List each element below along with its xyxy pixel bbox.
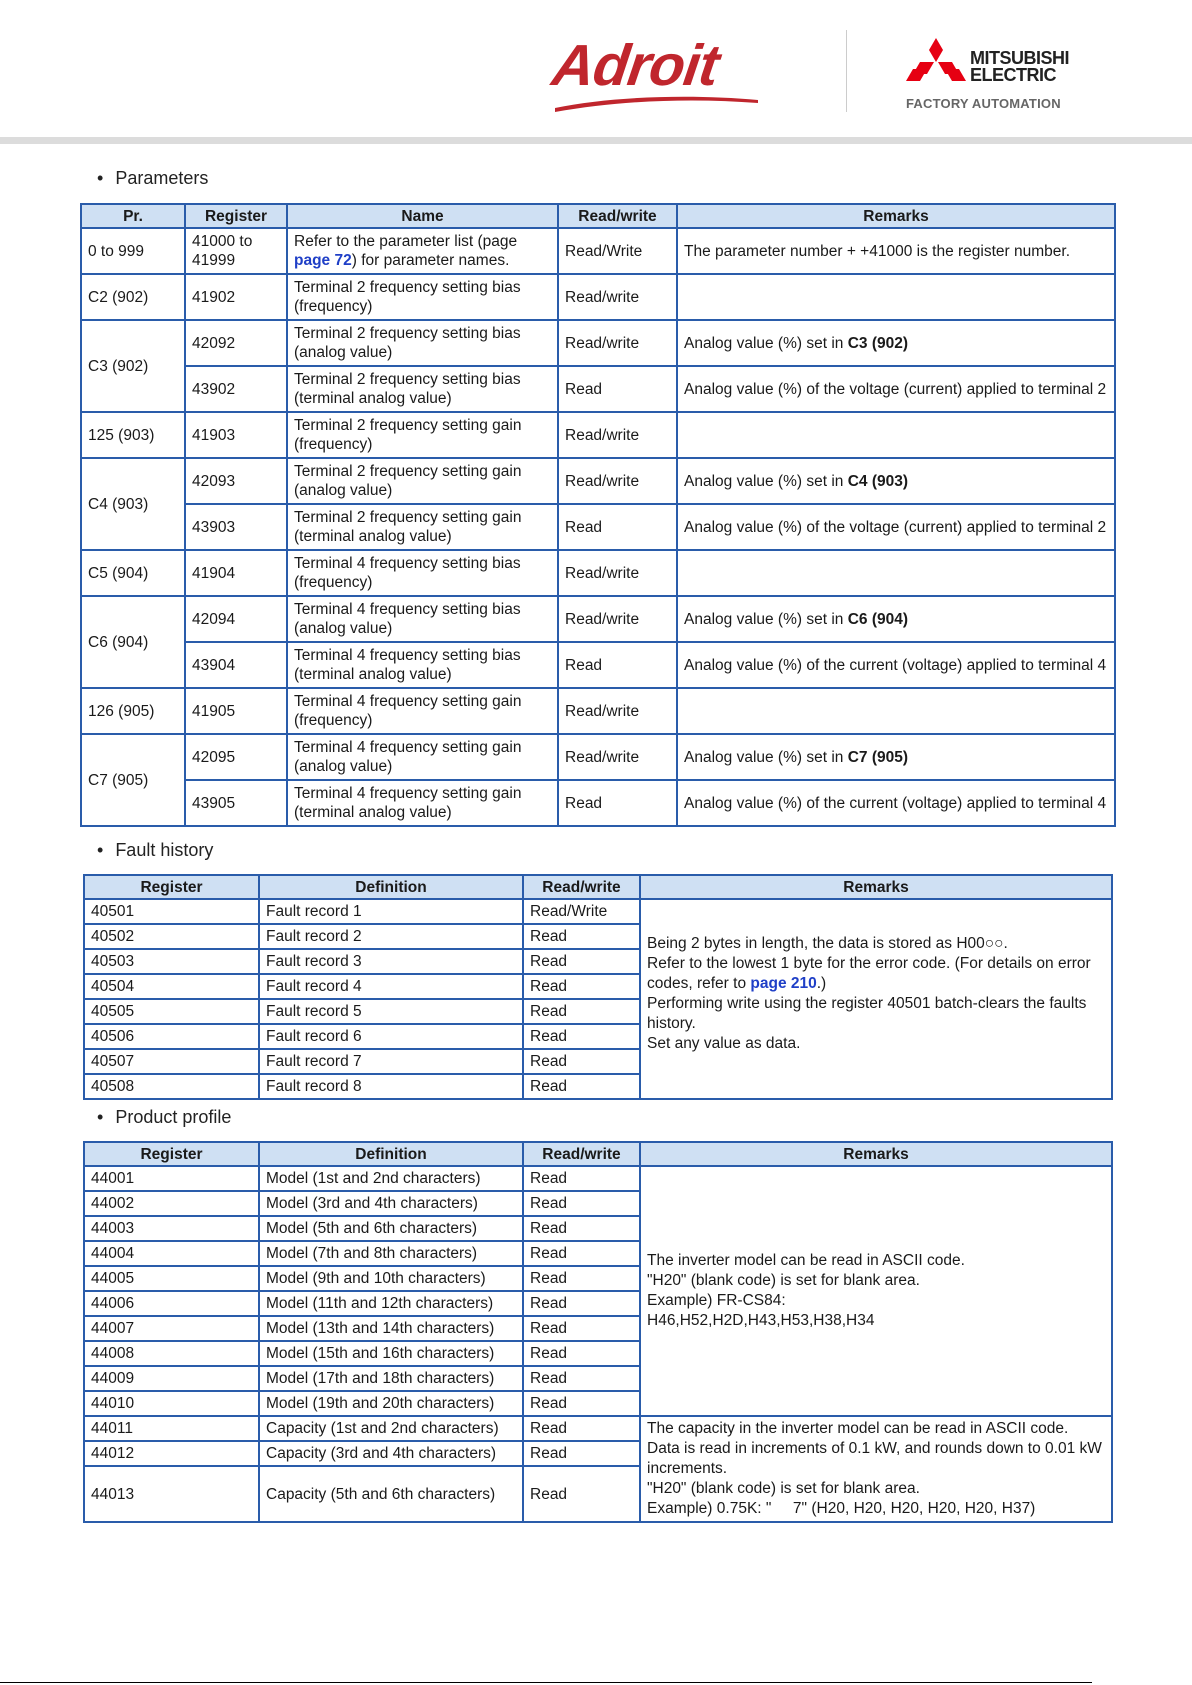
cell-pr: C4 (903) <box>81 458 185 550</box>
cell-register: 42093 <box>185 458 287 504</box>
cell-definition: Model (7th and 8th characters) <box>259 1241 523 1266</box>
cell-remarks: Analog value (%) of the current (voltage) applied to terminal 4 <box>677 642 1115 688</box>
page-bottom-rule <box>0 1682 1092 1683</box>
cell-pr: C7 (905) <box>81 734 185 826</box>
cell-read-write: Read/write <box>558 412 677 458</box>
cell-register: 41905 <box>185 688 287 734</box>
cell-read-write: Read/write <box>558 688 677 734</box>
cell-register: 41000 to 41999 <box>185 228 287 274</box>
cell-register: 44001 <box>84 1166 259 1191</box>
cell-definition: Model (17th and 18th characters) <box>259 1366 523 1391</box>
brand-name-line2: ELECTRIC <box>970 65 1056 85</box>
cell-read-write: Read <box>523 1466 640 1522</box>
cell-remarks: The parameter number + +41000 is the register number. <box>677 228 1115 274</box>
brand-subtitle: FACTORY AUTOMATION <box>906 96 1061 111</box>
cell-register: 40502 <box>84 924 259 949</box>
cell-name: Terminal 4 frequency setting bias (frequency) <box>287 550 558 596</box>
remarks-line: Set any value as data. <box>647 1035 801 1052</box>
cell-name: Terminal 2 frequency setting gain (frequency) <box>287 412 558 458</box>
cell-register: 40501 <box>84 899 259 924</box>
col-header-register: Register <box>84 1142 259 1166</box>
name-text: ) for parameter names. <box>351 252 510 269</box>
cell-definition: Model (5th and 6th characters) <box>259 1216 523 1241</box>
col-header-definition: Definition <box>259 1142 523 1166</box>
cell-register: 44007 <box>84 1316 259 1341</box>
section-title: Product profile <box>115 1107 232 1127</box>
cell-register: 43904 <box>185 642 287 688</box>
brand-name <box>970 50 1069 84</box>
cell-pr: 0 to 999 <box>81 228 185 274</box>
cell-read-write: Read <box>523 1024 640 1049</box>
cell-pr: 126 (905) <box>81 688 185 734</box>
cell-read-write: Read/write <box>558 274 677 320</box>
cell-read-write: Read <box>523 949 640 974</box>
table-row <box>81 780 1115 826</box>
cell-name: Terminal 4 frequency setting gain (terminal analog value) <box>287 780 558 826</box>
cell-read-write: Read <box>523 1441 640 1466</box>
cell-name: Terminal 4 frequency setting gain (frequency) <box>287 688 558 734</box>
remarks-line: Example) FR-CS84: <box>647 1292 786 1309</box>
cell-definition: Fault record 8 <box>259 1074 523 1099</box>
cell-register: 44013 <box>84 1466 259 1522</box>
fault-history-table <box>83 874 1113 1100</box>
remarks-param-ref: C6 (904) <box>847 610 909 628</box>
cell-definition: Model (19th and 20th characters) <box>259 1391 523 1416</box>
cell-name: Terminal 2 frequency setting bias (terminal analog value) <box>287 366 558 412</box>
cell-definition: Fault record 6 <box>259 1024 523 1049</box>
cell-register: 43903 <box>185 504 287 550</box>
capacity-remarks <box>640 1416 1112 1522</box>
table-row <box>81 412 1115 458</box>
table-row <box>81 596 1115 642</box>
cell-definition: Fault record 4 <box>259 974 523 999</box>
cell-register: 44008 <box>84 1341 259 1366</box>
cell-remarks <box>677 320 1115 366</box>
table-row <box>81 642 1115 688</box>
cell-read-write: Read <box>523 1216 640 1241</box>
remarks-text: Analog value (%) set in <box>684 748 848 766</box>
cell-remarks <box>677 596 1115 642</box>
cell-definition: Fault record 3 <box>259 949 523 974</box>
table-row <box>84 1416 1112 1441</box>
bullet: • <box>97 1107 104 1127</box>
cell-definition: Fault record 2 <box>259 924 523 949</box>
cell-definition: Model (11th and 12th characters) <box>259 1291 523 1316</box>
cell-remarks <box>677 550 1115 596</box>
table-row <box>81 458 1115 504</box>
table-row <box>81 734 1115 780</box>
cell-definition: Fault record 5 <box>259 999 523 1024</box>
remarks-line: Performing write using the register 40501 batch-clears the faults history. <box>647 995 1087 1032</box>
bullet: • <box>97 840 104 860</box>
table-row <box>81 320 1115 366</box>
cell-read-write: Read <box>523 1241 640 1266</box>
cell-register: 44002 <box>84 1191 259 1216</box>
cell-read-write: Read <box>558 366 677 412</box>
cell-read-write: Read <box>558 780 677 826</box>
table-row <box>81 550 1115 596</box>
cell-name: Terminal 4 frequency setting bias (terminal analog value) <box>287 642 558 688</box>
cell-register: 42094 <box>185 596 287 642</box>
col-header-remarks: Remarks <box>640 875 1112 899</box>
section-fault-history-label <box>97 840 213 861</box>
table-row <box>81 366 1115 412</box>
cell-register: 44003 <box>84 1216 259 1241</box>
remarks-line: The capacity in the inverter model can be read in ASCII code. <box>647 1420 1069 1437</box>
cell-definition: Model (3rd and 4th characters) <box>259 1191 523 1216</box>
cell-register: 40506 <box>84 1024 259 1049</box>
cell-read-write: Read <box>523 1341 640 1366</box>
cell-read-write: Read/write <box>558 596 677 642</box>
section-parameters-label <box>97 168 208 189</box>
page-72-link[interactable]: page 72 <box>294 252 352 269</box>
cell-remarks: Analog value (%) of the voltage (current) applied to terminal 2 <box>677 366 1115 412</box>
cell-remarks <box>677 688 1115 734</box>
remarks-line: Refer to the lowest 1 byte for the error code. (For details on error codes, refer to <box>647 955 1091 992</box>
cell-register: 40503 <box>84 949 259 974</box>
header-rule <box>0 137 1192 144</box>
cell-register: 44004 <box>84 1241 259 1266</box>
cell-read-write: Read/write <box>558 734 677 780</box>
col-header-remarks: Remarks <box>677 204 1115 228</box>
cell-name: Terminal 2 frequency setting bias (frequency) <box>287 274 558 320</box>
section-title: Parameters <box>115 168 209 188</box>
name-text: Refer to the parameter list (page <box>294 233 518 250</box>
cell-read-write: Read <box>523 974 640 999</box>
cell-read-write: Read <box>523 1316 640 1341</box>
cell-register: 43905 <box>185 780 287 826</box>
remarks-line: The inverter model can be read in ASCII code. <box>647 1252 965 1269</box>
col-header-remarks: Remarks <box>640 1142 1112 1166</box>
remarks-line: .) <box>816 975 827 992</box>
remarks-text: Analog value (%) set in <box>684 610 848 628</box>
cell-remarks <box>677 734 1115 780</box>
cell-read-write: Read <box>523 1391 640 1416</box>
section-title: Fault history <box>115 840 214 860</box>
remarks-text: Analog value (%) set in <box>684 472 848 490</box>
cell-read-write: Read <box>523 1191 640 1216</box>
cell-pr: C6 (904) <box>81 596 185 688</box>
page-header <box>0 0 1192 140</box>
cell-definition: Model (9th and 10th characters) <box>259 1266 523 1291</box>
cell-read-write: Read/write <box>558 458 677 504</box>
cell-name: Terminal 4 frequency setting gain (analog value) <box>287 734 558 780</box>
header-divider <box>846 30 847 112</box>
adroit-logo-text: Adroit <box>548 33 723 98</box>
model-remarks <box>640 1166 1112 1416</box>
cell-read-write: Read <box>523 1166 640 1191</box>
table-row <box>81 228 1115 274</box>
col-header-register: Register <box>84 875 259 899</box>
parameters-table <box>80 203 1116 827</box>
col-header-read-write: Read/write <box>523 1142 640 1166</box>
remarks-text: Analog value (%) set in <box>684 334 848 352</box>
cell-read-write: Read <box>523 1049 640 1074</box>
col-header-definition: Definition <box>259 875 523 899</box>
cell-remarks <box>677 274 1115 320</box>
cell-definition: Model (15th and 16th characters) <box>259 1341 523 1366</box>
cell-name <box>287 228 558 274</box>
cell-read-write: Read/write <box>558 320 677 366</box>
remarks-param-ref: C3 (902) <box>847 334 909 352</box>
remarks-line: "H20" (blank code) is set for blank area. <box>647 1272 920 1289</box>
cell-definition: Fault record 7 <box>259 1049 523 1074</box>
cell-read-write: Read <box>523 1416 640 1441</box>
cell-name: Terminal 2 frequency setting bias (analog value) <box>287 320 558 366</box>
table-row <box>81 688 1115 734</box>
cell-read-write: Read/write <box>558 550 677 596</box>
cell-pr: C2 (902) <box>81 274 185 320</box>
cell-register: 44012 <box>84 1441 259 1466</box>
cell-register: 44010 <box>84 1391 259 1416</box>
remarks-line: H46,H52,H2D,H43,H53,H38,H34 <box>647 1312 875 1329</box>
brand-name-line1: MITSUBISHI <box>970 48 1070 68</box>
cell-read-write: Read <box>523 1366 640 1391</box>
cell-read-write: Read <box>523 1291 640 1316</box>
cell-read-write: Read <box>558 642 677 688</box>
remarks-line: Data is read in increments of 0.1 kW, and rounds down to 0.01 kW increments. <box>647 1440 1102 1477</box>
cell-register: 44009 <box>84 1366 259 1391</box>
table-row <box>84 1166 1112 1191</box>
cell-remarks <box>677 458 1115 504</box>
cell-register: 40505 <box>84 999 259 1024</box>
cell-definition: Capacity (3rd and 4th characters) <box>259 1441 523 1466</box>
cell-register: 41904 <box>185 550 287 596</box>
cell-read-write: Read <box>523 924 640 949</box>
col-header-name: Name <box>287 204 558 228</box>
cell-read-write: Read/Write <box>558 228 677 274</box>
col-header-read-write: Read/write <box>523 875 640 899</box>
cell-register: 44006 <box>84 1291 259 1316</box>
cell-remarks <box>677 412 1115 458</box>
product-profile-table <box>83 1141 1113 1523</box>
cell-definition: Fault record 1 <box>259 899 523 924</box>
cell-definition: Capacity (1st and 2nd characters) <box>259 1416 523 1441</box>
adroit-logo <box>548 33 763 114</box>
fault-history-remarks <box>640 899 1112 1099</box>
cell-pr: 125 (903) <box>81 412 185 458</box>
table-row <box>84 899 1112 924</box>
col-header-read-write: Read/write <box>558 204 677 228</box>
cell-register: 43902 <box>185 366 287 412</box>
remarks-param-ref: C4 (903) <box>847 472 909 490</box>
table-row <box>81 274 1115 320</box>
cell-remarks: Analog value (%) of the current (voltage) applied to terminal 4 <box>677 780 1115 826</box>
cell-register: 42092 <box>185 320 287 366</box>
col-header-register: Register <box>185 204 287 228</box>
table-row <box>81 504 1115 550</box>
remarks-line: Example) 0.75K: " 7" (H20, H20, H20, H20, H20, H37) <box>647 1500 1036 1517</box>
cell-remarks: Analog value (%) of the voltage (current) applied to terminal 2 <box>677 504 1115 550</box>
cell-pr: C5 (904) <box>81 550 185 596</box>
cell-read-write: Read <box>523 999 640 1024</box>
cell-read-write: Read <box>523 1074 640 1099</box>
cell-definition: Capacity (5th and 6th characters) <box>259 1466 523 1522</box>
remarks-line: Being 2 bytes in length, the data is stored as H00○○. <box>647 935 1008 952</box>
cell-definition: Model (1st and 2nd characters) <box>259 1166 523 1191</box>
cell-register: 40504 <box>84 974 259 999</box>
cell-register: 41902 <box>185 274 287 320</box>
cell-register: 41903 <box>185 412 287 458</box>
cell-definition: Model (13th and 14th characters) <box>259 1316 523 1341</box>
cell-read-write: Read/Write <box>523 899 640 924</box>
mitsubishi-diamonds-icon <box>906 38 966 86</box>
bullet: • <box>97 168 104 188</box>
cell-pr: C3 (902) <box>81 320 185 412</box>
cell-register: 40508 <box>84 1074 259 1099</box>
cell-name: Terminal 4 frequency setting bias (analog value) <box>287 596 558 642</box>
remarks-param-ref: C7 (905) <box>847 748 909 766</box>
page-210-link[interactable]: page 210 <box>750 975 817 992</box>
cell-register: 44005 <box>84 1266 259 1291</box>
col-header-pr: Pr. <box>81 204 185 228</box>
section-product-profile-label <box>97 1107 231 1128</box>
cell-register: 44011 <box>84 1416 259 1441</box>
cell-read-write: Read <box>523 1266 640 1291</box>
cell-name: Terminal 2 frequency setting gain (terminal analog value) <box>287 504 558 550</box>
cell-register: 42095 <box>185 734 287 780</box>
cell-register: 40507 <box>84 1049 259 1074</box>
cell-read-write: Read <box>558 504 677 550</box>
cell-name: Terminal 2 frequency setting gain (analog value) <box>287 458 558 504</box>
remarks-line: "H20" (blank code) is set for blank area. <box>647 1480 920 1497</box>
